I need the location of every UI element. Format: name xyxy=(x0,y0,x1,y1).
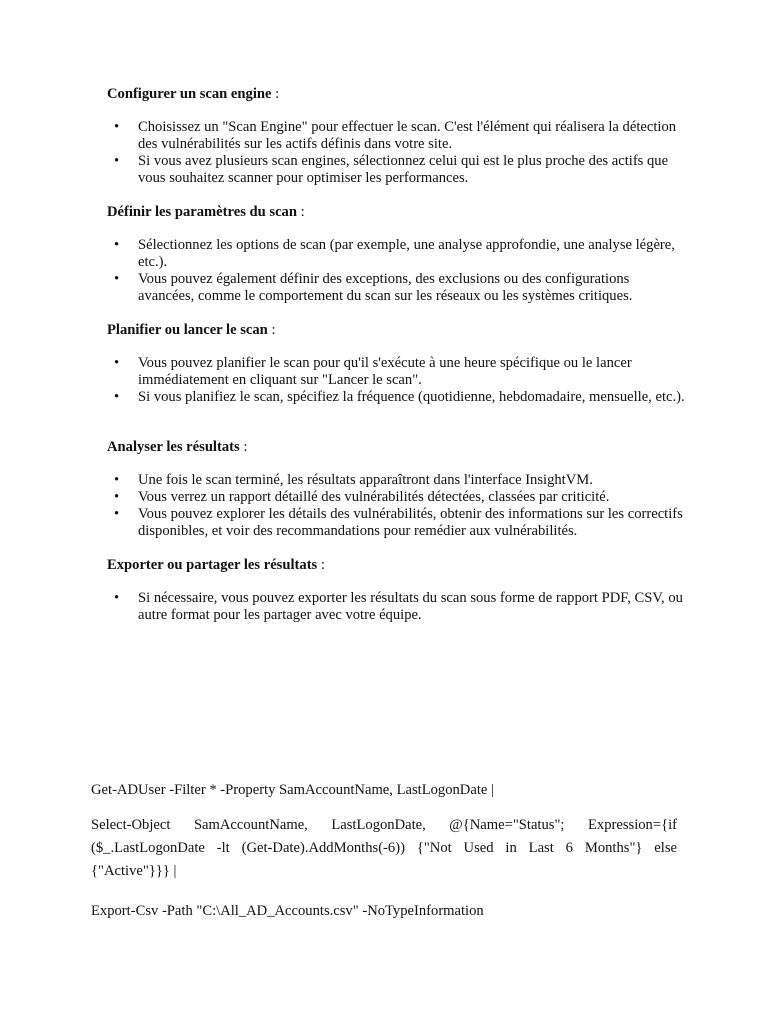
code-line-1: Get-ADUser -Filter * -Property SamAccountName, LastLogonDate | xyxy=(91,782,494,798)
bullet-icon: • xyxy=(114,119,120,135)
bullet-icon: • xyxy=(114,153,120,169)
section-export-results xyxy=(107,557,687,624)
section-schedule-scan xyxy=(107,322,687,406)
bullet-icon: • xyxy=(114,237,120,253)
list-item: • Si vous avez plusieurs scan engines, sélectionnez celui qui est le plus proche des actifs que vous souhaitez scanner pour optimiser les performances. xyxy=(114,153,669,186)
bullet-icon: • xyxy=(114,590,120,606)
list-item: • Sélectionnez les options de scan (par exemple, une analyse approfondie, une analyse légère, etc.). xyxy=(114,237,675,270)
section-heading: Configurer un scan engine : xyxy=(107,86,280,102)
list-item: • Vous verrez un rapport détaillé des vulnérabilités détectées, classées par criticité. xyxy=(114,489,610,505)
section-analyze-results xyxy=(107,439,687,540)
code-line-2: Select-Object SamAccountName, LastLogonDate, @{Name="Status"; Expression={if ($_.LastLogonDate -lt (Get-Date).AddMonths(-6)) {"Not Used in Last 6 Months"} else {"Active"}}} | xyxy=(91,817,677,879)
bullet-list xyxy=(107,237,687,305)
bullet-icon: • xyxy=(114,506,120,522)
section-configure-engine xyxy=(107,86,687,187)
bullet-list xyxy=(107,590,687,624)
list-item: • Choisissez un "Scan Engine" pour effectuer le scan. C'est l'élément qui réalisera la détection des vulnérabilités sur les actifs définis dans votre site. xyxy=(114,119,677,152)
bullet-list xyxy=(107,119,687,187)
bullet-icon: • xyxy=(114,355,120,371)
list-item: • Vous pouvez planifier le scan pour qu'il s'exécute à une heure spécifique ou le lancer immédiatement en cliquant sur "Lancer le scan". xyxy=(114,355,632,388)
bullet-list xyxy=(107,355,687,406)
section-heading: Planifier ou lancer le scan : xyxy=(107,322,276,338)
list-item: • Si vous planifiez le scan, spécifiez la fréquence (quotidienne, hebdomadaire, mensuelle, etc.). xyxy=(114,389,685,405)
bullet-icon: • xyxy=(114,489,120,505)
bullet-icon: • xyxy=(114,389,120,405)
bullet-icon: • xyxy=(114,271,120,287)
bullet-icon: • xyxy=(114,472,120,488)
section-scan-parameters xyxy=(107,204,687,305)
section-heading: Exporter ou partager les résultats : xyxy=(107,557,325,573)
list-item: • Si nécessaire, vous pouvez exporter les résultats du scan sous forme de rapport PDF, CSV, ou autre format pour les partager avec votre équipe. xyxy=(114,590,683,623)
section-heading: Définir les paramètres du scan : xyxy=(107,204,305,220)
bullet-list xyxy=(107,472,687,540)
list-item: • Vous pouvez également définir des exceptions, des exclusions ou des configurations avancées, comme le comportement du scan sur les réseaux ou les systèmes critiques. xyxy=(114,271,633,304)
list-item: • Vous pouvez explorer les détails des vulnérabilités, obtenir des informations sur les correctifs disponibles, et voir des recommandations pour remédier aux vulnérabilités. xyxy=(114,506,683,539)
code-line-3: Export-Csv -Path "C:\All_AD_Accounts.csv" -NoTypeInformation xyxy=(91,903,484,919)
section-heading: Analyser les résultats : xyxy=(107,439,248,455)
list-item: • Une fois le scan terminé, les résultats apparaîtront dans l'interface InsightVM. xyxy=(114,472,593,488)
